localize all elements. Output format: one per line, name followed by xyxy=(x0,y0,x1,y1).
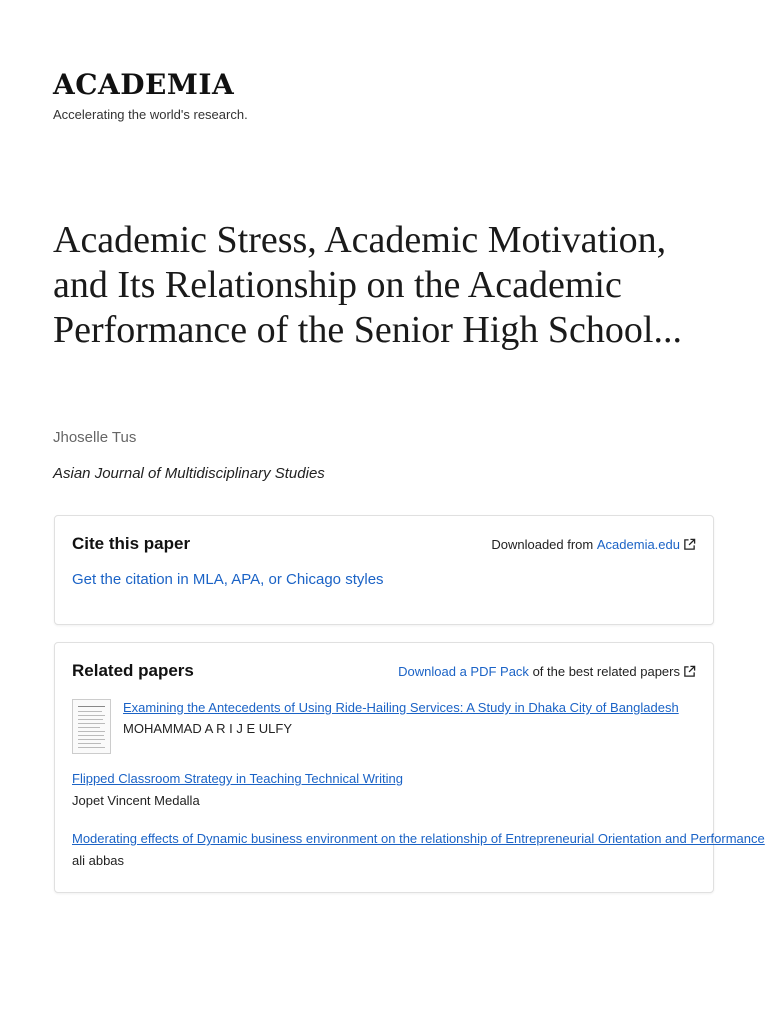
related-paper-title[interactable]: Moderating effects of Dynamic business environment on the relationship of Entrepreneurial Orientation and Performance xyxy=(72,831,765,846)
tagline: Accelerating the world's research. xyxy=(53,107,248,122)
downloaded-prefix: Downloaded from xyxy=(491,537,594,552)
pack-suffix: of the best related papers xyxy=(532,664,680,679)
related-papers-card xyxy=(54,642,765,893)
related-paper-author: MOHAMMAD A R I J E ULFY xyxy=(123,721,293,736)
download-pdf-pack-link[interactable]: Download a PDF Pack xyxy=(398,664,529,679)
academia-edu-link[interactable]: Academia.edu xyxy=(596,537,680,552)
citation-styles-link[interactable]: Get the citation in MLA, APA, or Chicago styles xyxy=(72,571,384,588)
cite-card xyxy=(54,515,714,625)
academia-logo[interactable]: ACADEMIA xyxy=(53,68,235,101)
related-paper-author: ali abbas xyxy=(72,853,125,868)
related-heading: Related papers xyxy=(72,661,194,680)
related-paper-title[interactable]: Examining the Antecedents of Using Ride-Hailing Services: A Study in Dhaka City of Bangladesh xyxy=(123,700,679,715)
paper-journal: Asian Journal of Multidisciplinary Studies xyxy=(53,465,325,482)
external-link-icon[interactable] xyxy=(683,538,696,551)
cite-heading: Cite this paper xyxy=(72,534,191,553)
paper-author: Jhoselle Tus xyxy=(53,429,137,446)
downloaded-from xyxy=(491,537,696,552)
paper-thumbnail-icon[interactable] xyxy=(72,699,111,754)
related-paper-author: Jopet Vincent Medalla xyxy=(72,793,200,808)
related-paper-title[interactable]: Flipped Classroom Strategy in Teaching Technical Writing xyxy=(72,771,403,786)
external-link-icon[interactable] xyxy=(683,665,696,678)
paper-title: Academic Stress, Academic Motivation, and Its Relationship on the Academic Performance of the Senior High School... xyxy=(53,219,682,351)
pdf-pack-note xyxy=(398,664,696,679)
